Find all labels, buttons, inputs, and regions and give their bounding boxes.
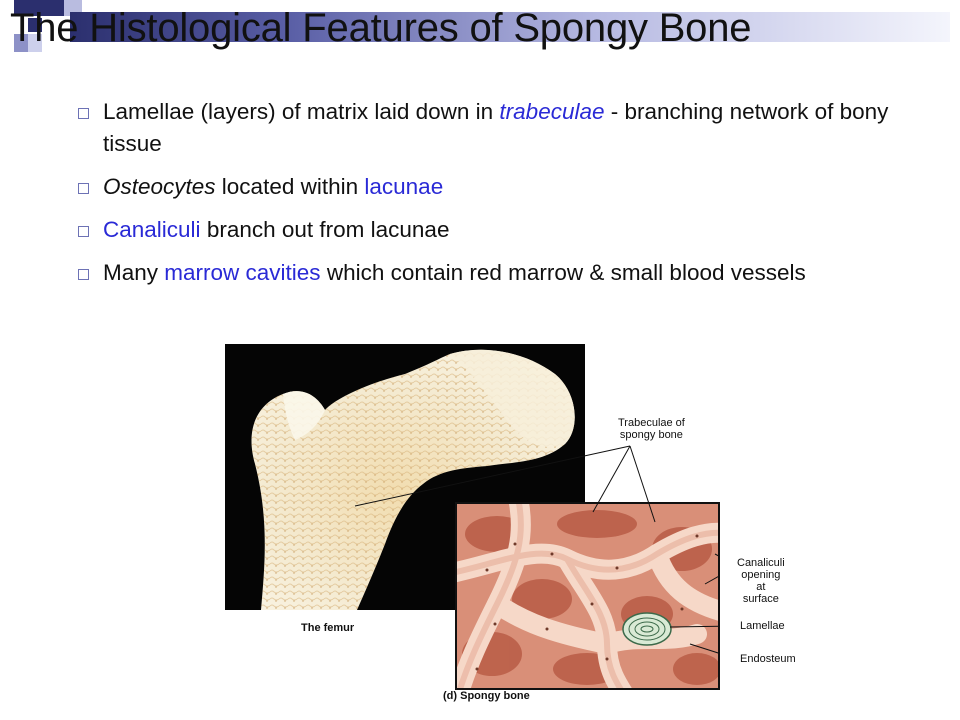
- spongy-bone-figure: [225, 344, 796, 704]
- bullet-item: [78, 96, 938, 160]
- bullet-square-icon: [78, 269, 89, 280]
- callout-lamellae: Lamellae: [740, 620, 785, 632]
- callout-text: Trabeculae of: [618, 417, 685, 429]
- bullet-text: located within: [215, 174, 365, 199]
- callout-endosteum: Endosteum: [740, 653, 796, 665]
- leader-lines: [225, 344, 720, 704]
- bullet-highlight: Canaliculi: [103, 217, 201, 242]
- callout-canaliculi: [737, 557, 785, 605]
- callout-text: Canaliculi: [737, 557, 785, 569]
- bullet-list: [78, 96, 938, 300]
- bullet-text: branch out from lacunae: [200, 217, 450, 242]
- slide-title: The Histological Features of Spongy Bone: [10, 6, 752, 50]
- bullet-highlight: lacunae: [364, 174, 444, 199]
- bullet-square-icon: [78, 183, 89, 194]
- femur-caption: The femur: [301, 622, 355, 634]
- bullet-item: [78, 171, 938, 203]
- bullet-item: [78, 214, 938, 246]
- bullet-highlight: trabeculae: [499, 99, 605, 124]
- callout-text: surface: [742, 593, 779, 605]
- bullet-text: - branching network of bony tissue: [103, 99, 889, 156]
- callout-trabeculae: [618, 417, 685, 441]
- bullet-highlight: marrow cavities: [164, 260, 321, 285]
- spongy-bone-caption: (d) Spongy bone: [443, 690, 530, 702]
- callout-text: spongy bone: [619, 429, 683, 441]
- callout-text: opening at: [741, 569, 781, 593]
- bullet-italic-term: Osteocytes: [103, 174, 216, 199]
- bullet-text: Lamellae (layers) of matrix laid down in: [103, 99, 500, 124]
- bullet-square-icon: [78, 226, 89, 237]
- bullet-text: which contain red marrow & small blood vessels: [320, 260, 806, 285]
- bullet-text: Many: [103, 260, 165, 285]
- bullet-square-icon: [78, 108, 89, 119]
- bullet-item: [78, 257, 938, 289]
